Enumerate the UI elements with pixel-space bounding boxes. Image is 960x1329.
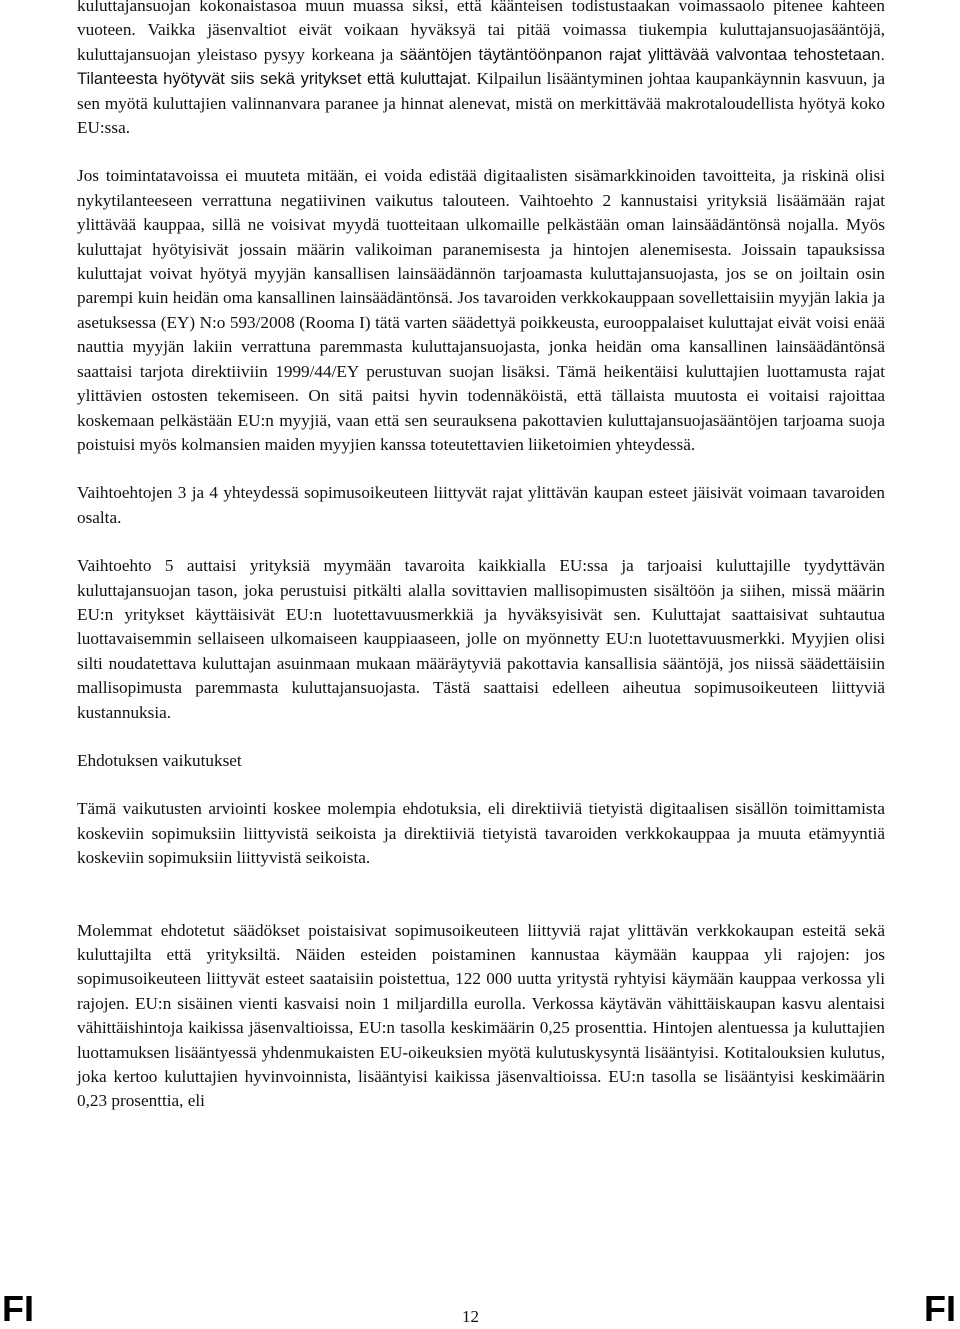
paragraph-impact-scope: Tämä vaikutusten arviointi koskee molempia ehdotuksia, eli direktiiviä tietyistä digitaalisen sisällön toimittamista koskeviin sopimuksiin liittyvistä seikoista ja direktiiviä tietyistä tavaroiden verkkokauppaa ja muuta etämyyntiä koskeviin sopimuksiin liittyvistä seikoista. (77, 799, 885, 868)
footer-language-left: FI (2, 1288, 34, 1329)
footer-language-right: FI (924, 1288, 956, 1329)
paragraph-option-2: Jos toimintatavoissa ei muuteta mitään, ei voida edistää digitaalisten sisämarkkinoiden tavoitteita, ja riskinä olisi nykytilanteeseen verrattuna negatiivinen vaikutus talouteen. Vaihtoehto 2 kannustaisi yrityksiä lisäämään rajat ylittävää kauppaa, sillä ne voisivat myydä tuotteitaan ulkomaille pelkästään oman lainsäädäntönsä nojalla. Myös kuluttajat hyötyisivät jossain määrin valikoiman paranemisesta ja hintojen alenemisesta. Joissain tapauksissa kuluttajat voivat hyötyä myyjän kansallisen lainsäädännön tarjoamasta kuluttajansuojasta, jos se on joiltain osin parempi kuin heidän oma kansallinen lainsäädäntönsä. Jos tavaroiden verkkokauppaan sovellettaisiin myyjän lakia ja asetuksessa (EY) N:o 593/2008 (Rooma I) tätä varten säädettyä poikkeusta, eurooppalaiset kuluttajat eivät voisi enää nauttia myyjän lakiin verrattuna paremmasta kuluttajansuojasta, jonka heidän oma kansallinen lainsäädäntönsä saattaisi tarjota direktiiviin 1999/44/EY perustuvan suojan lisäksi. Tämä heikentäisi kuluttajien luottamusta rajat ylittävien ostosten tekemiseen. On sitä paitsi hyvin todennäköistä, että tällaista muutosta ei voitaisi rajoittaa koskemaan pelkästään EU:n myyjiä, vaan että sen seurauksena pakottavien kuluttajansuojasääntöjen tarjoama suoja poistuisi myös kolmansien maiden myyjien kanssa toteutettavien liiketoimien yhteydessä. (77, 166, 885, 454)
section-heading: Ehdotuksen vaikutukset (77, 750, 242, 770)
paragraph-segment-serif: Kilpailun lisääntyminen johtaa kaupankäynnin kasvuun, ja sen myötä kuluttajien valinnanvara paranee ja hinnat alenevat, mistä on merkittävää makrotaloudellista hyötyä koko EU:ssa. (77, 69, 885, 138)
paragraph-segment-sans: sääntöjen täytäntöönpanon rajat ylittävää valvontaa tehostetaan. Tilanteesta hyötyvät siis sekä yritykset että kuluttajat. (77, 44, 886, 89)
paragraph-consumer-protection (77, 0, 885, 140)
paragraph-impact-effects: Molemmat ehdotetut säädökset poistaisivat sopimusoikeuteen liittyviä rajat ylittävän verkkokaupan esteitä sekä kuluttajilta että yrityksiltä. Näiden esteiden poistaminen kannustaa käymään kauppaa yli rajojen: jos sopimusoikeuteen liittyvät esteet saataisiin poistettua, 122 000 uutta yritystä ryhtyisi käymään kauppaa verkossa yli rajojen. EU:n sisäinen vienti kasvaisi noin 1 miljardilla eurolla. Verkossa käytävän vähittäiskaupan kasvu alentaisi vähittäishintoja kaikissa jäsenvaltioissa, EU:n tasolla keskimäärin 0,25 prosenttia. Hintojen alentuessa ja kuluttajien luottamuksen lisääntyessä yhdenmukaisten EU-oikeuksien myötä kulutuskysyntä lisääntyisi. Kotitalouksien kulutus, joka kertoo kuluttajien hyvinvoinnista, lisääntyisi kaikissa jäsenvaltioissa. EU:n tasolla se lisääntyisi keskimäärin 0,23 prosenttia, eli (77, 920, 885, 1111)
paragraph-segment-serif: kuluttajansuojan kokonaistasoa muun muassa siksi, että käänteisen todistustaakan voimassaolo pitenee kahteen vuoteen. Vaikka jäsenvaltiot eivät voikaan hyväksyä tai pitää voimassa tiukempia kuluttajansuojasääntöjä, kuluttajansuojan yleistaso pysyy korkeana ja (77, 0, 885, 64)
paragraph-options-3-4: Vaihtoehtojen 3 ja 4 yhteydessä sopimusoikeuteen liittyvät rajat ylittävän kaupan esteet jäisivät voimaan tavaroiden osalta. (77, 483, 885, 527)
document-body (77, 0, 885, 1114)
paragraph-option-5: Vaihtoehto 5 auttaisi yrityksiä myymään tavaroita kaikkialla EU:ssa ja tarjoaisi kuluttajille tyydyttävän kuluttajansuojan tason, joka perustuisi pitkälti alalla sovittavien mallisopimusten sisältöön ja siihen, missä määrin EU:n yritykset käyttäisivät EU:n luotettavuusmerkkiä ja hyväksyisivät sen. Kuluttajat saattaisivat suhtautua luottavaisemmin sellaiseen ulkomaiseen kauppiaaseen, jolle on myönnetty EU:n luotettavuusmerkki. Myyjien olisi silti noudatettava kuluttajan asuinmaan mukaan määräytyviä pakottavia kansallisia sääntöjä, jos niissä säädettäisiin mallisopimusta paremmasta kuluttajansuojasta. Tästä saattaisi edelleen aiheutua sopimusoikeuteen liittyviä kustannuksia. (77, 556, 885, 722)
page-number: 12 (462, 1307, 479, 1326)
